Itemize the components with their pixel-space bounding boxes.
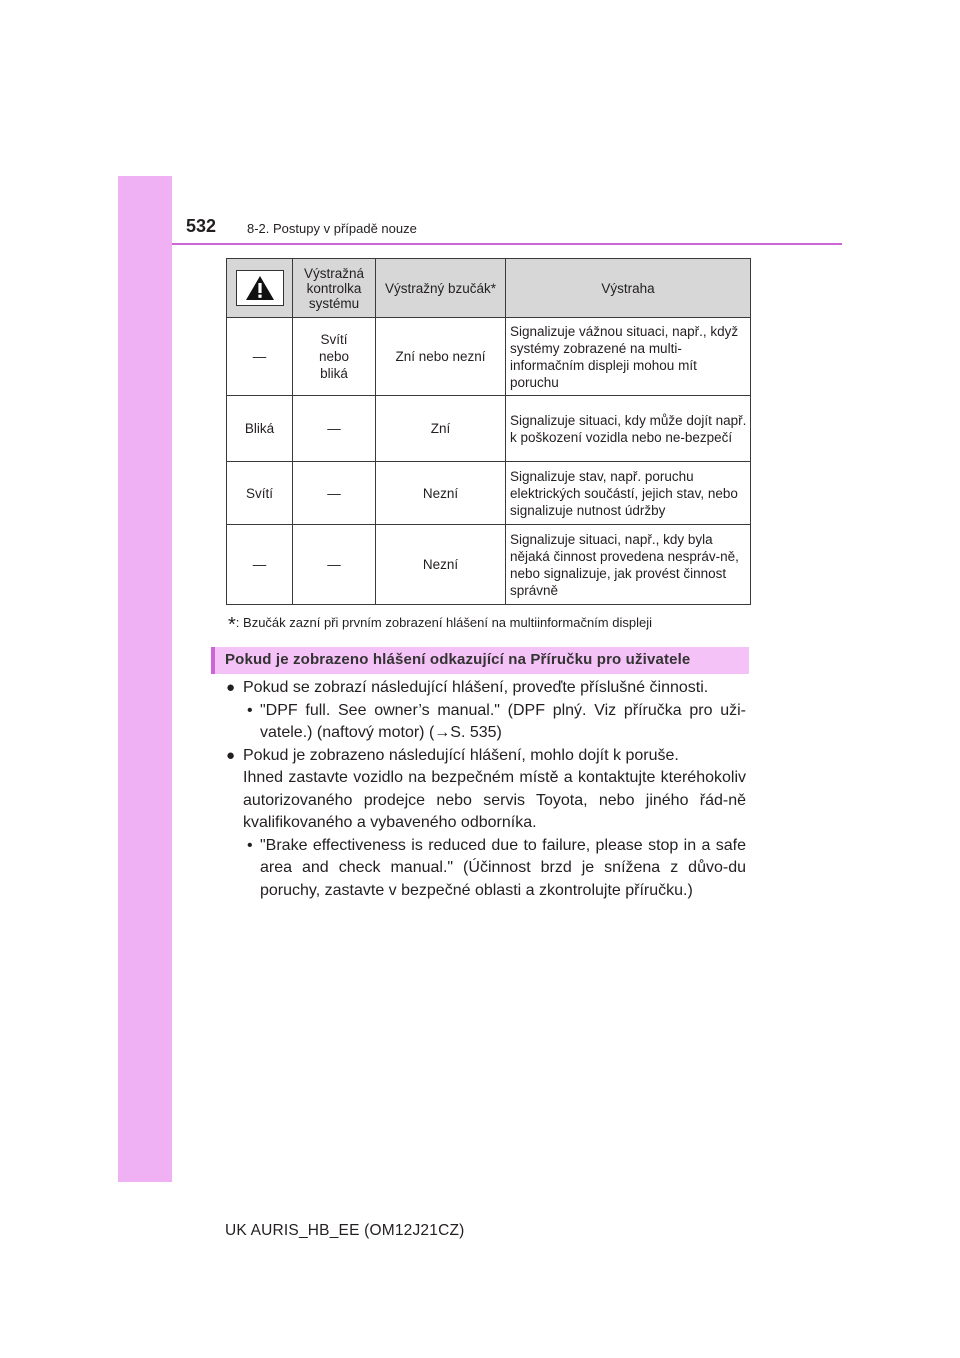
table-row [227,525,751,605]
sub-bullet: • [247,836,253,854]
table-header-row [227,259,751,318]
paragraph-text: Pokud je zobrazeno následující hlášení, mohlo dojít k poruše. [243,746,679,764]
light-cell: — [293,462,376,525]
sub-bullet: • [247,701,253,719]
table-footnote [228,614,652,637]
header-divider [172,243,842,245]
buzzer-cell: Nezní [376,462,506,525]
sub-item-text: "Brake effectiveness is reduced due to failure, please stop in a safe area and check manual." (Účinnost brzd je snížena z důvo-du poruchy, zastavte v bezpečné oblasti a zkontrolujte příručku.) [260,836,746,899]
paragraph-continuation: Ihned zastavte vozidlo na bezpečném místě a kontaktujte kteréhokoliv autorizovaného prodejce nebo servis Toyota, nebo jiného řád-ně kvalifikovaného a vybaveného odborníka. [243,769,746,831]
sub-item-text: "DPF full. See owner’s manual." (DPF plný. Viz příručka pro uži-vatele.) (naftový motor) (→S. 535) [260,701,746,741]
filled-circle-bullet-icon: ● [226,746,236,764]
header-buzzer: Výstražný bzučák* [376,259,506,318]
section-title: 8-2. Postupy v případě nouze [247,221,417,236]
footnote-star: * [228,614,236,636]
indicator-cell: Svítí [227,462,293,525]
message-cell: Signalizuje situaci, kdy může dojít např. k poškození vozidla nebo ne-bezpečí [506,396,751,462]
document-footer: UK AURIS_HB_EE (OM12J21CZ) [225,1222,465,1239]
light-cell: — [293,525,376,605]
light-status: Svítí nebo bliká [318,332,350,381]
banner-title: Pokud je zobrazeno hlášení odkazující na Příručku pro uživatele [225,651,691,668]
page-number: 532 [186,216,217,236]
footnote-text: : Bzučák zazní při prvním zobrazení hlášení na multiinformačním displeji [235,615,652,630]
indicator-cell: — [227,318,293,396]
buzzer-cell: Zní [376,396,506,462]
table-row [227,396,751,462]
sub-item-dpf [243,700,746,745]
buzzer-cell: Zní nebo nezní [376,318,506,396]
table-row [227,462,751,525]
indicator-cell: Bliká [227,396,293,462]
warning-table [226,258,751,605]
paragraph-brake [226,745,746,903]
filled-circle-bullet-icon: ● [226,679,236,696]
header-icon-cell [227,259,293,318]
side-tab-band [118,176,172,1182]
buzzer-cell: Nezní [376,525,506,605]
message-cell: Signalizuje stav, např. poruchu elektrických součástí, jejich stav, nebo signalizuje nutnost údržby [506,462,751,525]
paragraph-text: Pokud se zobrazí následující hlášení, proveďte příslušné činnosti. [243,679,709,696]
light-cell: — [293,396,376,462]
section-banner [211,647,749,674]
message-cell: Signalizuje situaci, např., kdy byla nějaká činnost provedena nespráv-ně, nebo signalizuje, jak provést činnost správně [506,525,751,605]
header-message: Výstraha [506,259,751,318]
header-light: Výstražná kontrolka systému [293,259,376,318]
paragraph-dpf [226,677,746,745]
warning-triangle-icon [236,270,284,306]
body-content [226,677,746,902]
table-row [227,318,751,396]
indicator-cell: — [227,525,293,605]
sub-item-brake [243,835,746,903]
message-cell: Signalizuje vážnou situaci, např., když systémy zobrazené na multi-informačním displeji mohou mít poruchu [506,318,751,396]
light-cell [293,318,376,396]
banner-accent-bar [211,647,215,674]
